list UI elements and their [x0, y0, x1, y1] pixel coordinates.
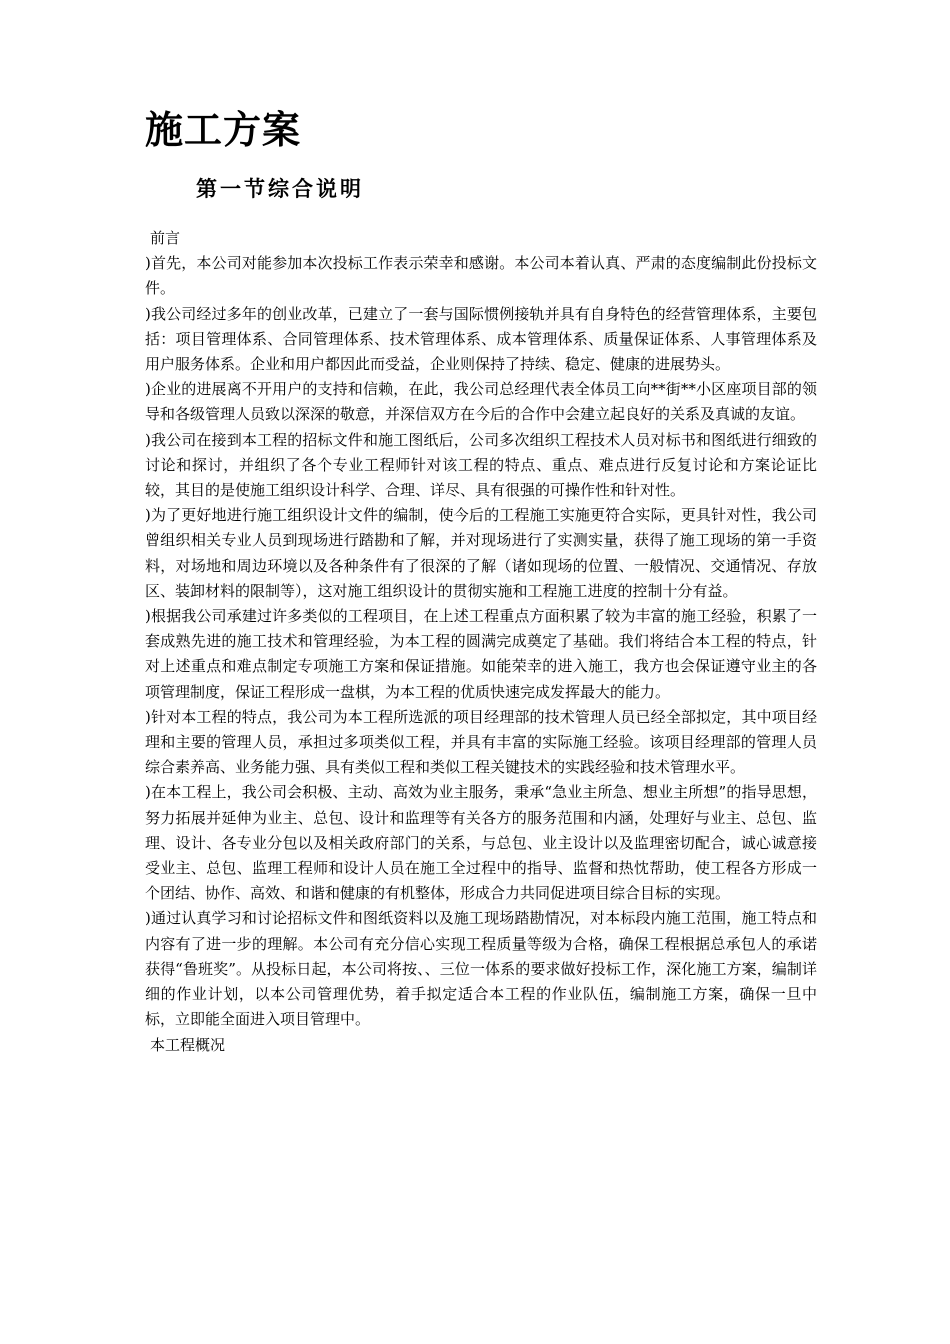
paragraph: )在本工程上，我公司会积极、主动、高效为业主服务，秉承“急业主所急、想业主所想”的指导思想，努力拓展并延伸为业主、总包、设计和监理等有关各方的服务范围和内涵，处理好与业主、总包、监理、设计、各专业分包以及相关政府部门的关系，与总包、业主设计以及监理密切配合，诚心诚意接受业主、总包、监理工程师和设计人员在施工全过程中的指导、监督和热忱帮助，使工程各方形成一个团结、协作、高效、和谐和健康的有机整体，形成合力共同促进项目综合目标的实现。 [145, 783, 817, 903]
overview-heading: 本工程概况 [150, 1035, 226, 1054]
paragraph: )为了更好地进行施工组织设计文件的编制，使今后的工程施工实施更符合实际，更具针对性，我公司曾组织相关专业人员到现场进行踏勘和了解，并对现场进行了实测实量，获得了施工现场的第一手资料，对场地和周边环境以及各种条件有了很深的了解（诸如现场的位置、一般情况、交通情况、存放区、装卸材料的限制等），这对施工组织设计的贯彻实施和工程施工进度的控制十分有益。 [145, 506, 817, 600]
paragraph: )通过认真学习和讨论招标文件和图纸资料以及施工现场踏勘情况，对本标段内施工范围，施工特点和内容有了进一步的理解。本公司有充分信心实现工程质量等级为合格，确保工程根据总承包人的承诺获得“鲁班奖”。从投标日起，本公司将按、、三位一体系的要求做好投标工作，深化施工方案，编制详细的作业计划，以本公司管理优势，着手拟定适合本工程的作业队伍，编制施工方案，确保一旦中标，立即能全面进入项目管理中。 [145, 909, 817, 1029]
paragraph: )首先，本公司对能参加本次投标工作表示荣幸和感谢。本公司本着认真、严肃的态度编制此份投标文件。 [145, 254, 817, 298]
document-title: 施工方案 [145, 107, 302, 152]
paragraph: )我公司在接到本工程的招标文件和施工图纸后，公司多次组织工程技术人员对标书和图纸进行细致的讨论和探讨，并组织了各个专业工程师针对该工程的特点、重点、难点进行反复讨论和方案论证比较，其目的是使施工组织设计科学、合理、详尽、具有很强的可操作性和针对性。 [145, 430, 817, 500]
paragraph: )针对本工程的特点，我公司为本工程所选派的项目经理部的技术管理人员已经全部拟定，其中项目经理和主要的管理人员，承担过多项类似工程，并具有丰富的实际施工经验。该项目经理部的管理人员综合素养高、业务能力强、具有类似工程和类似工程关键技术的实践经验和技术管理水平。 [145, 707, 817, 777]
document-body [145, 226, 817, 1058]
paragraph: )我公司经过多年的创业改革，已建立了一套与国际惯例接轨并具有自身特色的经营管理体系，主要包括：项目管理体系、合同管理体系、技术管理体系、成本管理体系、质量保证体系、人事管理体系及用户服务体系。企业和用户都因此而受益，企业则保持了持续、稳定、健康的进展势头。 [145, 304, 817, 374]
section-title: 第一节综合说明 [196, 176, 364, 201]
paragraph: )企业的进展离不开用户的支持和信赖，在此，我公司总经理代表全体员工向**街**小区座项目部的领导和各级管理人员致以深深的敬意，并深信双方在今后的合作中会建立起良好的关系及真诚的友谊。 [145, 380, 817, 424]
paragraph: )根据我公司承建过许多类似的工程项目，在上述工程重点方面积累了较为丰富的施工经验，积累了一套成熟先进的施工技术和管理经验，为本工程的圆满完成奠定了基础。我们将结合本工程的特点，针对上述重点和难点制定专项施工方案和保证措施。如能荣幸的进入施工，我方也会保证遵守业主的各项管理制度，保证工程形成一盘棋，为本工程的优质快速完成发挥最大的能力。 [145, 607, 817, 701]
preface-heading: 前言 [150, 229, 181, 247]
